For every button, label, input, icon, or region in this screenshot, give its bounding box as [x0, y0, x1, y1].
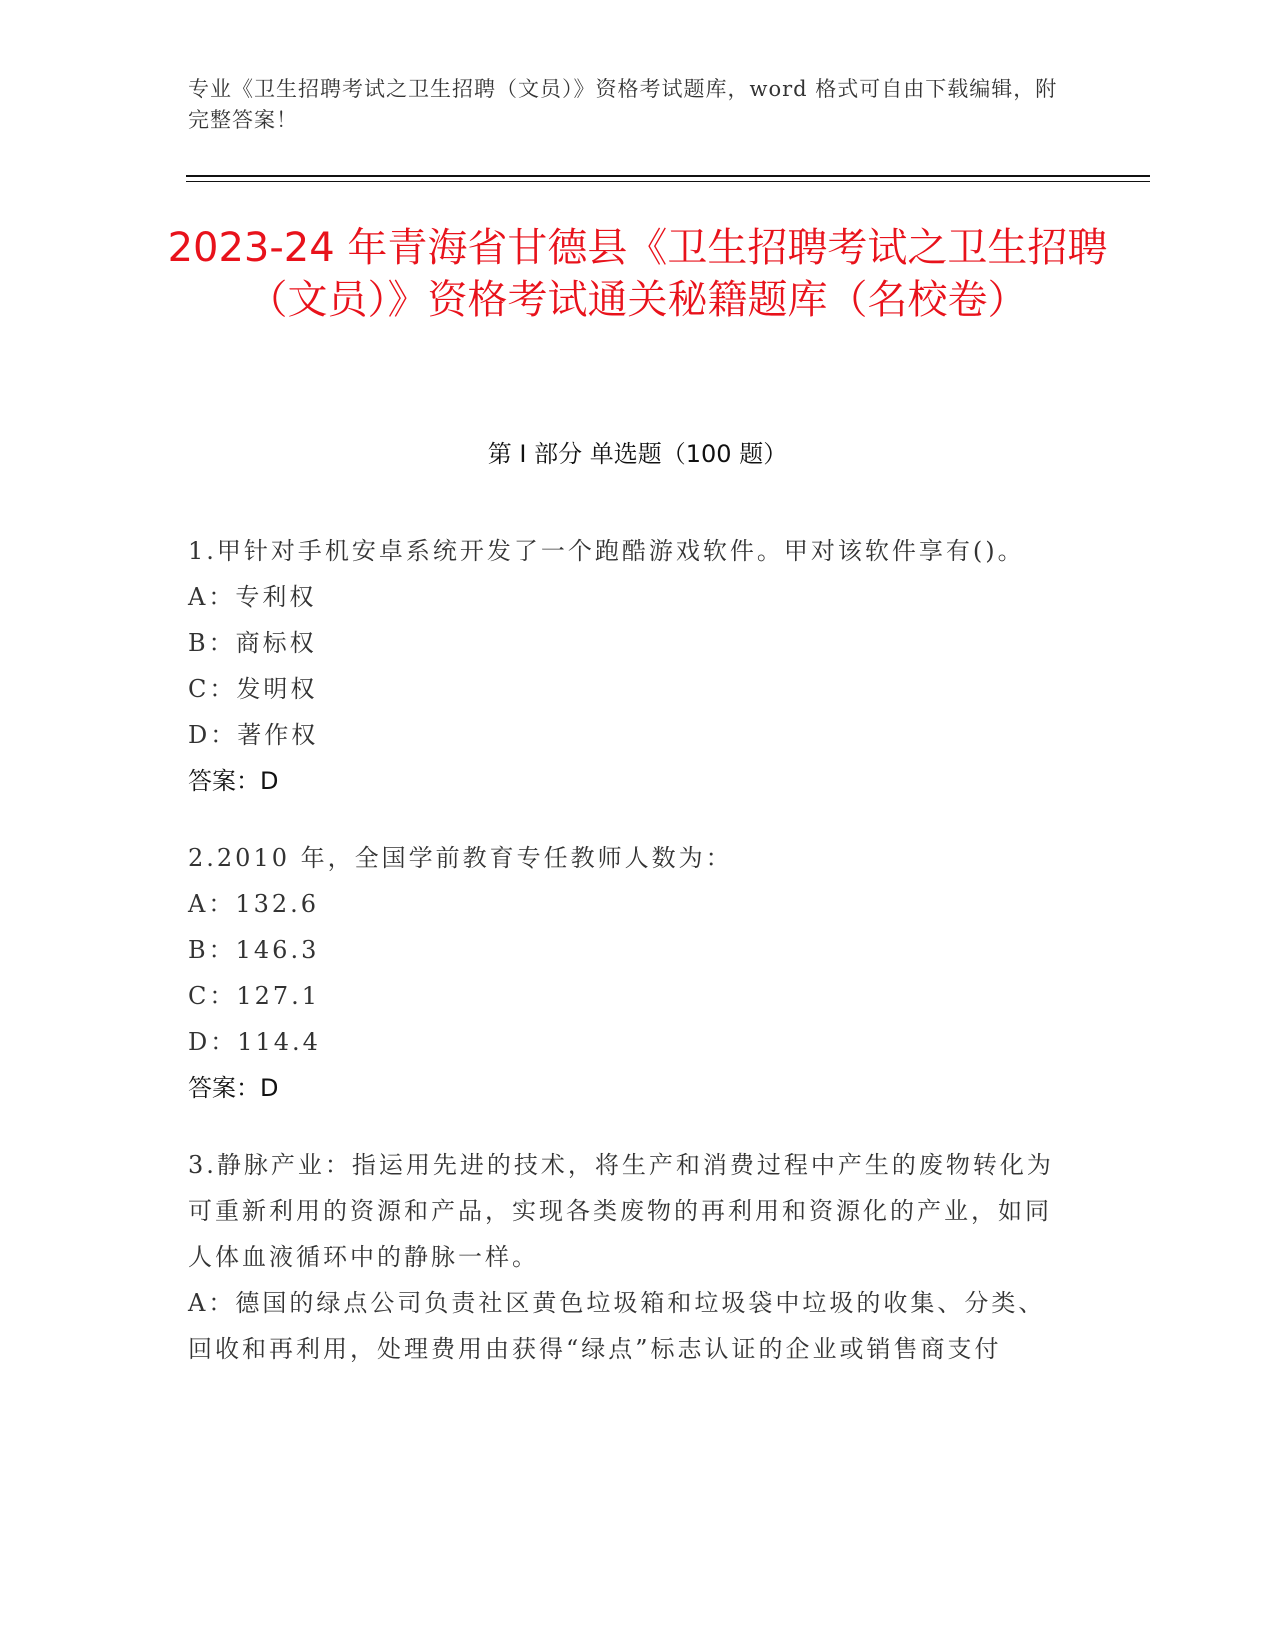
option-a: A：德国的绿点公司负责社区黄色垃圾箱和垃圾袋中垃圾的收集、分类、回收和再利用，处理费用由获得“绿点”标志认证的企业或销售商支付 [188, 1289, 1046, 1363]
option-a: A：专利权 [188, 583, 317, 611]
answer: 答案：D [188, 1074, 279, 1102]
option-d: D：114.4 [188, 1028, 321, 1056]
question-text: 1.甲针对手机安卓系统开发了一个跑酷游戏软件。甲对该软件享有()。 [188, 537, 1025, 565]
option-c: C：发明权 [188, 675, 318, 703]
option-a: A：132.6 [188, 890, 320, 918]
option-b: B：146.3 [188, 936, 320, 964]
option-c: C：127.1 [188, 982, 321, 1010]
header-note: 专业《卫生招聘考试之卫生招聘（文员）》资格考试题库，word 格式可自由下载编辑，附完整答案！ [188, 77, 1058, 132]
question-2 [188, 835, 1068, 1111]
document-title: 2023-24 年青海省甘德县《卫生招聘考试之卫生招聘（文员）》资格考试通关秘籍题库（名校卷） [167, 225, 1108, 323]
option-b: B：商标权 [188, 629, 317, 657]
header-divider-thick [186, 175, 1150, 177]
question-3 [188, 1142, 1068, 1372]
question-list [188, 528, 1068, 1403]
question-1 [188, 528, 1068, 804]
option-d: D：著作权 [188, 721, 319, 749]
answer: 答案：D [188, 767, 279, 795]
question-text: 2.2010 年，全国学前教育专任教师人数为： [188, 844, 733, 872]
header-divider-thin [186, 181, 1150, 182]
question-text: 3.静脉产业：指运用先进的技术，将生产和消费过程中产生的废物转化为可重新利用的资源和产品，实现各类废物的再利用和资源化的产业，如同人体血液循环中的静脉一样。 [188, 1151, 1054, 1271]
section-heading: 第 I 部分 单选题（100 题） [487, 440, 788, 468]
